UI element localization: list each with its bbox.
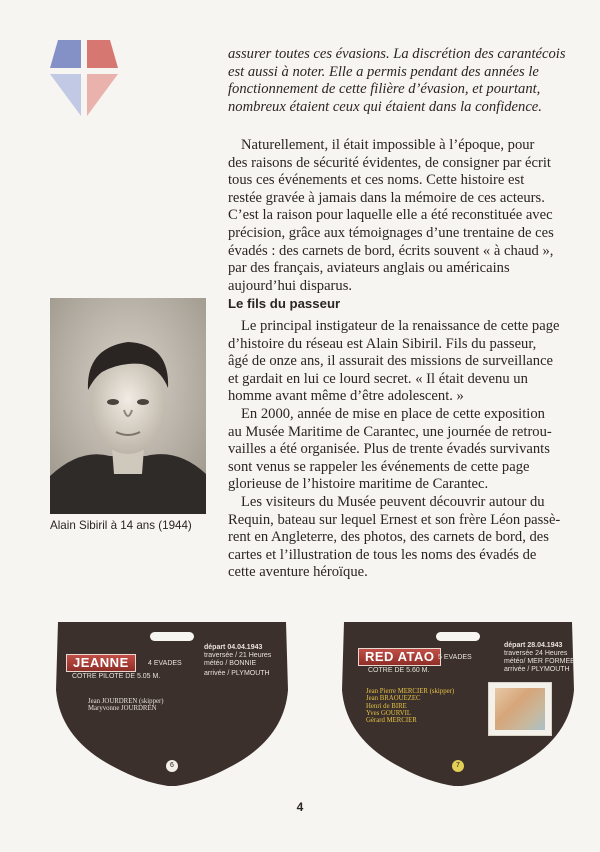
text-line: évadés : des carnets de bord, écrits souvent « à chaud », [228, 242, 554, 259]
text-line: Les visiteurs du Musée peuvent découvrir autour du [241, 493, 545, 510]
section-body [228, 318, 580, 582]
text-line: vailles a été organisée. Plus de trente évadés survivants [228, 441, 550, 458]
text-line: cartes et l’illustration de tous les noms des évadés de [228, 546, 537, 563]
text-line: d’histoire du réseau est Alain Sibiril. Fils du passeur, [228, 335, 537, 352]
intro-paragraph [228, 46, 580, 116]
intro-line: est aussi à noter. Elle a permis pendant des années le [228, 63, 539, 80]
crossing-duration: traversée 24 Heures [504, 650, 568, 657]
boat-name-plate: JEANNE [66, 654, 136, 672]
text-line: homme avant même d’être adolescent. » [228, 388, 464, 405]
text-line: Le principal instigateur de la renaissance de cette page [241, 318, 560, 334]
text-line: et gardait en lui ce lourd secret. « Il était devenu un [228, 370, 528, 387]
boat-size: COTRE DE 5.60 M. [368, 667, 430, 674]
boat-plaque-jeanne [52, 620, 292, 790]
text-line: glorieuse de l’histoire maritime de Carantec. [228, 476, 489, 493]
boat-painting [488, 682, 552, 736]
weather: météo / BONNIE [204, 660, 257, 667]
text-line: cette aventure héroïque. [228, 564, 368, 581]
text-line: rent en Angleterre, des photos, des carnets de bord, des [228, 529, 549, 546]
text-line: par des français, aviateurs anglais ou américains [228, 260, 510, 277]
arrival: arrivée / PLYMOUTH [504, 666, 570, 673]
text-line: En 2000, année de mise en place de cette exposition [241, 405, 545, 422]
crew-member: Yves GOURVIL [366, 709, 412, 717]
crew-member: Gérard MERCIER [366, 717, 417, 725]
text-line: aujourd’hui disparus. [228, 277, 353, 294]
evades-count: 4 EVADES [148, 660, 182, 667]
boat-name-plate: RED ATAO [358, 648, 441, 666]
text-line: C’est la raison pour laquelle elle a été reconstituée avec [228, 207, 553, 224]
photo-caption: Alain Sibiril à 14 ans (1944) [50, 519, 192, 532]
arrival: arrivée / PLYMOUTH [204, 670, 270, 677]
plaque-number: 7 [452, 760, 464, 772]
intro-line: assurer toutes ces évasions. La discrétion des carantécois [228, 46, 566, 62]
crew-member: Maryvonne JOURDREN [88, 705, 157, 713]
plaque-number: 6 [166, 760, 178, 772]
crew-list [366, 688, 454, 724]
painting-image-icon [495, 688, 545, 730]
cross-flag-logo-icon [48, 38, 120, 120]
text-line: tous ces événements et ces noms. Cette histoire est [228, 172, 525, 189]
boat-plaque-red-atao [338, 620, 578, 790]
portrait-photo [50, 298, 206, 514]
departure-date: départ 28.04.1943 [504, 642, 563, 649]
crew-list [88, 698, 164, 713]
departure-date: départ 04.04.1943 [204, 644, 263, 651]
text-line: Naturellement, il était impossible à l’époque, pour [241, 137, 535, 153]
text-line: restée gravée à jamais dans la mémoire de ces acteurs. [228, 189, 545, 206]
text-line: précision, grâce aux témoignages d’une trentaine de ces [228, 224, 554, 241]
text-line: au Musée Maritime de Carantec, une journée de retrou- [228, 423, 552, 440]
boy-portrait-icon [50, 298, 206, 514]
evades-count: 5 EVADES [438, 654, 472, 661]
page-number: 4 [296, 800, 304, 814]
crew-member: Henri de BIRE [366, 702, 407, 710]
crew-member: Jean Pierre MERCIER (skipper) [366, 688, 455, 695]
crew-member: Jean JOURDREN (skipper) [88, 698, 164, 705]
paragraph-1 [228, 137, 580, 295]
section-heading: Le fils du passeur [228, 296, 341, 311]
text-line: Requin, bateau sur lequel Ernest et son frère Léon passè- [228, 511, 561, 528]
intro-line: fonctionnement de cette filière d’évasion, et pourtant, [228, 81, 541, 98]
crew-member: Jean BRAOUEZEC [366, 695, 421, 703]
crossing-duration: traversée / 21 Heures [204, 652, 272, 659]
text-line: sont venus se rappeler les événements de cette page [228, 458, 530, 475]
text-line: des raisons de sécurité évidentes, de consigner par écrit [228, 154, 551, 171]
text-line: âgé de onze ans, il assurait des missions de surveillance [228, 353, 554, 370]
boat-size: COTRE PILOTE DE 5.05 M. [72, 673, 161, 680]
weather: météo/ MER FORMEE [504, 658, 575, 665]
intro-line: nombreux étaient ceux qui étaient dans la confidence. [228, 98, 542, 115]
